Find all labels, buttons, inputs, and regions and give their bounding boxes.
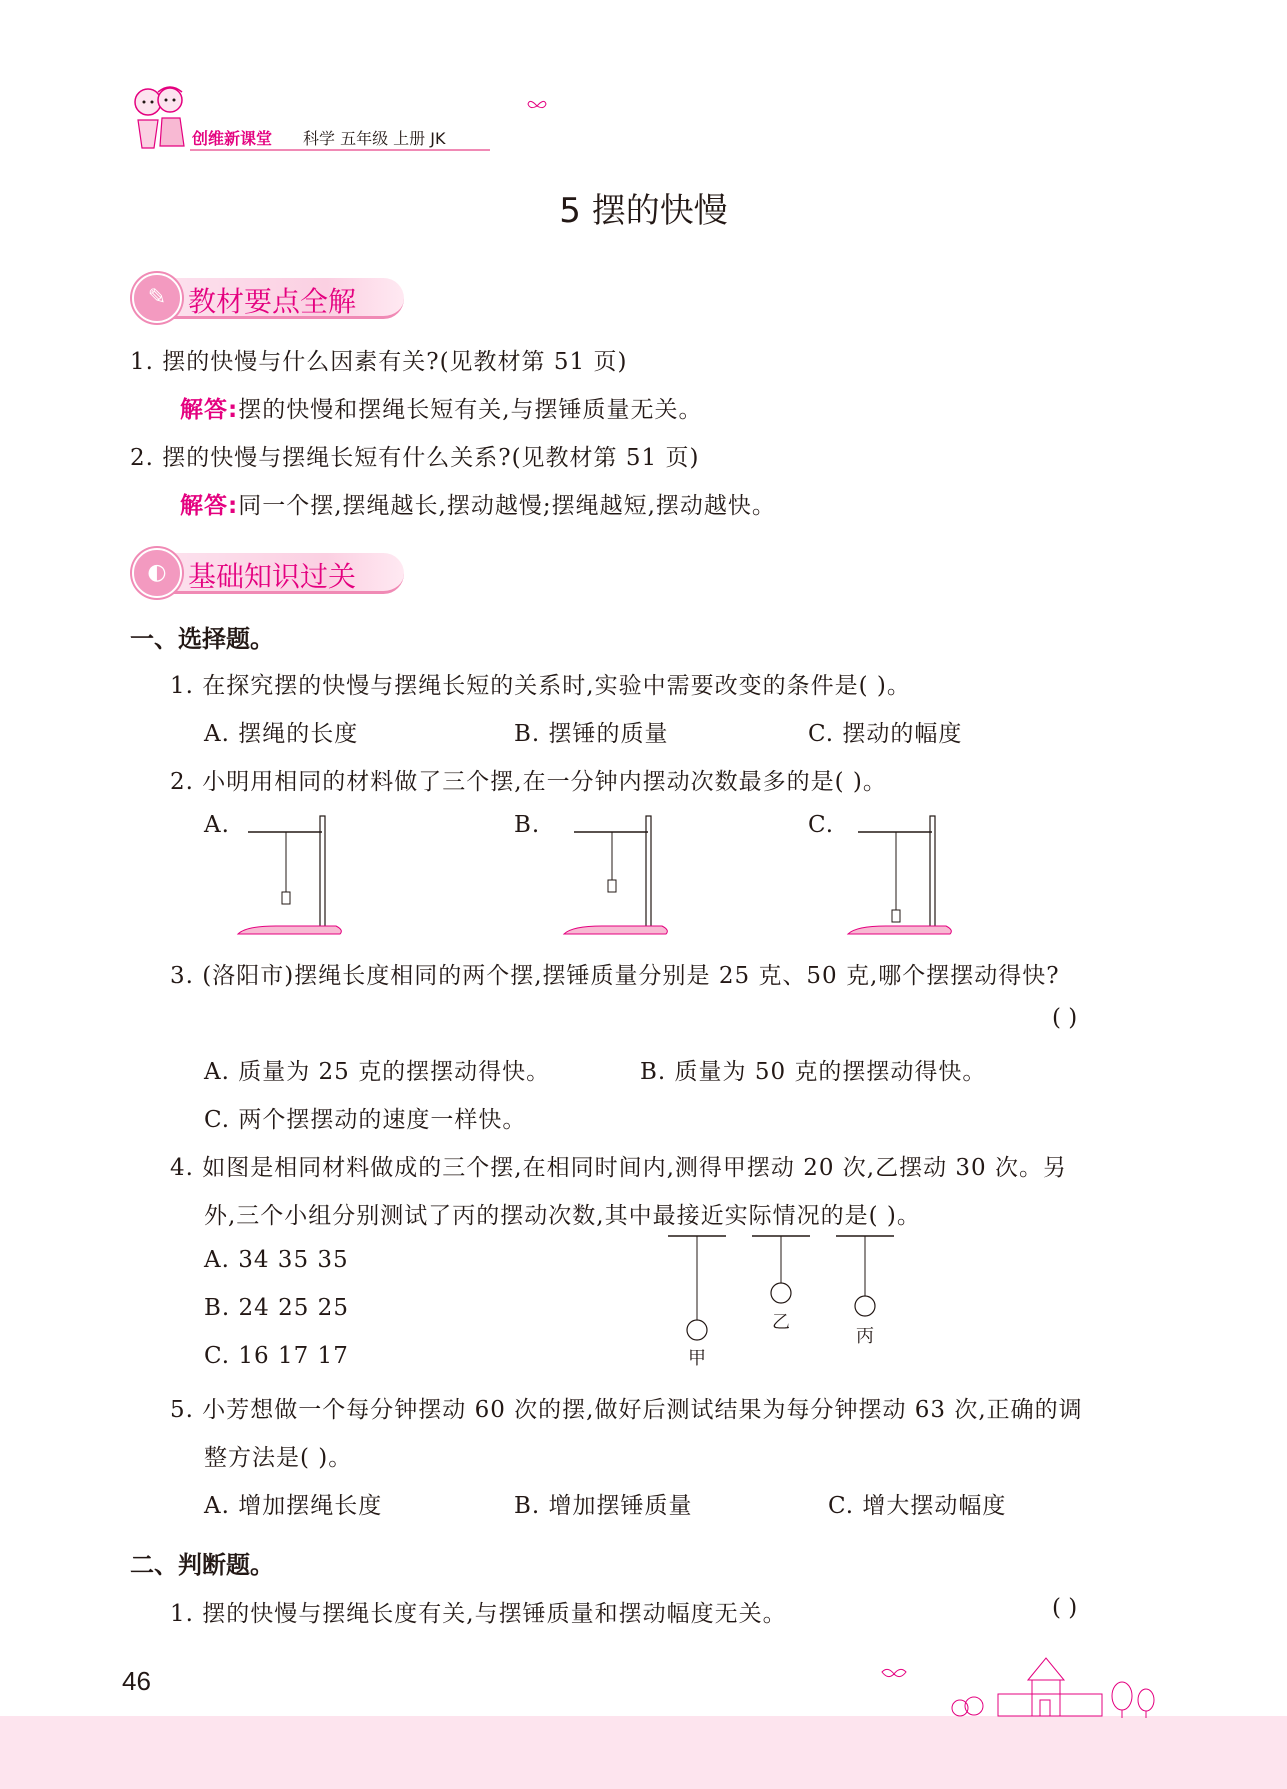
mc-q3-option-c: C. 两个摆摆动的速度一样快。 — [204, 1107, 527, 1133]
mc-q4-option-a: A. 34 35 35 — [204, 1247, 349, 1273]
part-heading-multiple-choice: 一、选择题。 — [130, 625, 274, 653]
book-icon: ✎ — [132, 273, 182, 323]
answer-label: 解答: — [180, 493, 239, 519]
answer-parentheses: ( ) — [1052, 1005, 1078, 1031]
pendulum-label-jia: 甲 — [688, 1348, 706, 1369]
pendulum-stand-diagram-b — [562, 810, 672, 940]
header-mascot-illustration — [128, 82, 190, 154]
mc-question-5-line-1: 5. 小芳想做一个每分钟摆动 60 次的摆,做好后测试结果为每分钟摆动 63 次,正确的调 — [170, 1397, 1083, 1423]
castle-illustration-icon — [880, 1650, 1170, 1720]
pendulum-stand-diagram-c — [846, 810, 956, 940]
footer-band — [0, 1716, 1287, 1789]
header-brand: 创维新课堂 — [192, 129, 273, 148]
section-title-basic-knowledge: 基础知识过关 — [188, 560, 357, 593]
three-pendulums-diagram — [660, 1228, 900, 1373]
tf-question-1: 1. 摆的快慢与摆绳长度有关,与摆锤质量和摆动幅度无关。 — [170, 1601, 787, 1627]
part-heading-true-false: 二、判断题。 — [130, 1551, 274, 1579]
mc-q2-label-c: C. — [808, 812, 835, 838]
key-point-answer-2 — [180, 487, 776, 520]
page-title: 5 摆的快慢 — [559, 191, 728, 231]
mc-q4-option-b: B. 24 25 25 — [204, 1295, 349, 1321]
key-point-question-2: 2. 摆的快慢与摆绳长短有什么关系?(见教材第 51 页) — [130, 445, 700, 471]
mc-q1-option-b: B. 摆锤的质量 — [514, 721, 669, 747]
mc-q3-option-a: A. 质量为 25 克的摆摆动得快。 — [204, 1059, 551, 1085]
page-number: 46 — [122, 1666, 151, 1696]
mc-q5-option-c: C. 增大摆动幅度 — [828, 1493, 1007, 1519]
mc-question-4-line-1: 4. 如图是相同材料做成的三个摆,在相同时间内,测得甲摆动 20 次,乙摆动 30 次。另 — [170, 1155, 1067, 1181]
header-meta: 科学 五年级 上册 JK — [303, 129, 446, 148]
key-point-question-1: 1. 摆的快慢与什么因素有关?(见教材第 51 页) — [130, 349, 628, 375]
section-title-key-points: 教材要点全解 — [188, 285, 357, 318]
pendulum-label-yi: 乙 — [772, 1312, 790, 1333]
mc-question-5-line-2: 整方法是( )。 — [204, 1445, 353, 1471]
mc-q2-label-b: B. — [514, 812, 541, 838]
mc-question-4-line-2: 外,三个小组分别测试了丙的摆动次数,其中最接近实际情况的是( )。 — [204, 1203, 921, 1229]
mc-question-1: 1. 在探究摆的快慢与摆绳长短的关系时,实验中需要改变的条件是( )。 — [170, 673, 911, 699]
mc-q1-option-a: A. 摆绳的长度 — [204, 721, 359, 747]
pendulum-stand-diagram-a — [236, 810, 346, 940]
answer-label: 解答: — [180, 397, 239, 423]
globe-icon: ◐ — [132, 548, 182, 598]
butterfly-icon — [526, 98, 548, 114]
mc-q5-option-a: A. 增加摆绳长度 — [204, 1493, 383, 1519]
key-point-answer-1 — [180, 391, 703, 424]
answer-text: 同一个摆,摆绳越长,摆动越慢;摆绳越短,摆动越快。 — [238, 493, 776, 519]
mc-q3-option-b: B. 质量为 50 克的摆摆动得快。 — [640, 1059, 987, 1085]
mc-question-2: 2. 小明用相同的材料做了三个摆,在一分钟内摆动次数最多的是( )。 — [170, 769, 887, 795]
answer-parentheses: ( ) — [1052, 1595, 1078, 1621]
answer-text: 摆的快慢和摆绳长短有关,与摆锤质量无关。 — [238, 397, 703, 423]
pendulum-label-bing: 丙 — [856, 1326, 874, 1347]
mc-q1-option-c: C. 摆动的幅度 — [808, 721, 963, 747]
mc-q4-option-c: C. 16 17 17 — [204, 1343, 349, 1369]
mc-question-3: 3. (洛阳市)摆绳长度相同的两个摆,摆锤质量分别是 25 克、50 克,哪个摆摆动得快? — [170, 963, 1060, 989]
mc-q2-label-a: A. — [204, 812, 230, 838]
mc-q5-option-b: B. 增加摆锤质量 — [514, 1493, 693, 1519]
